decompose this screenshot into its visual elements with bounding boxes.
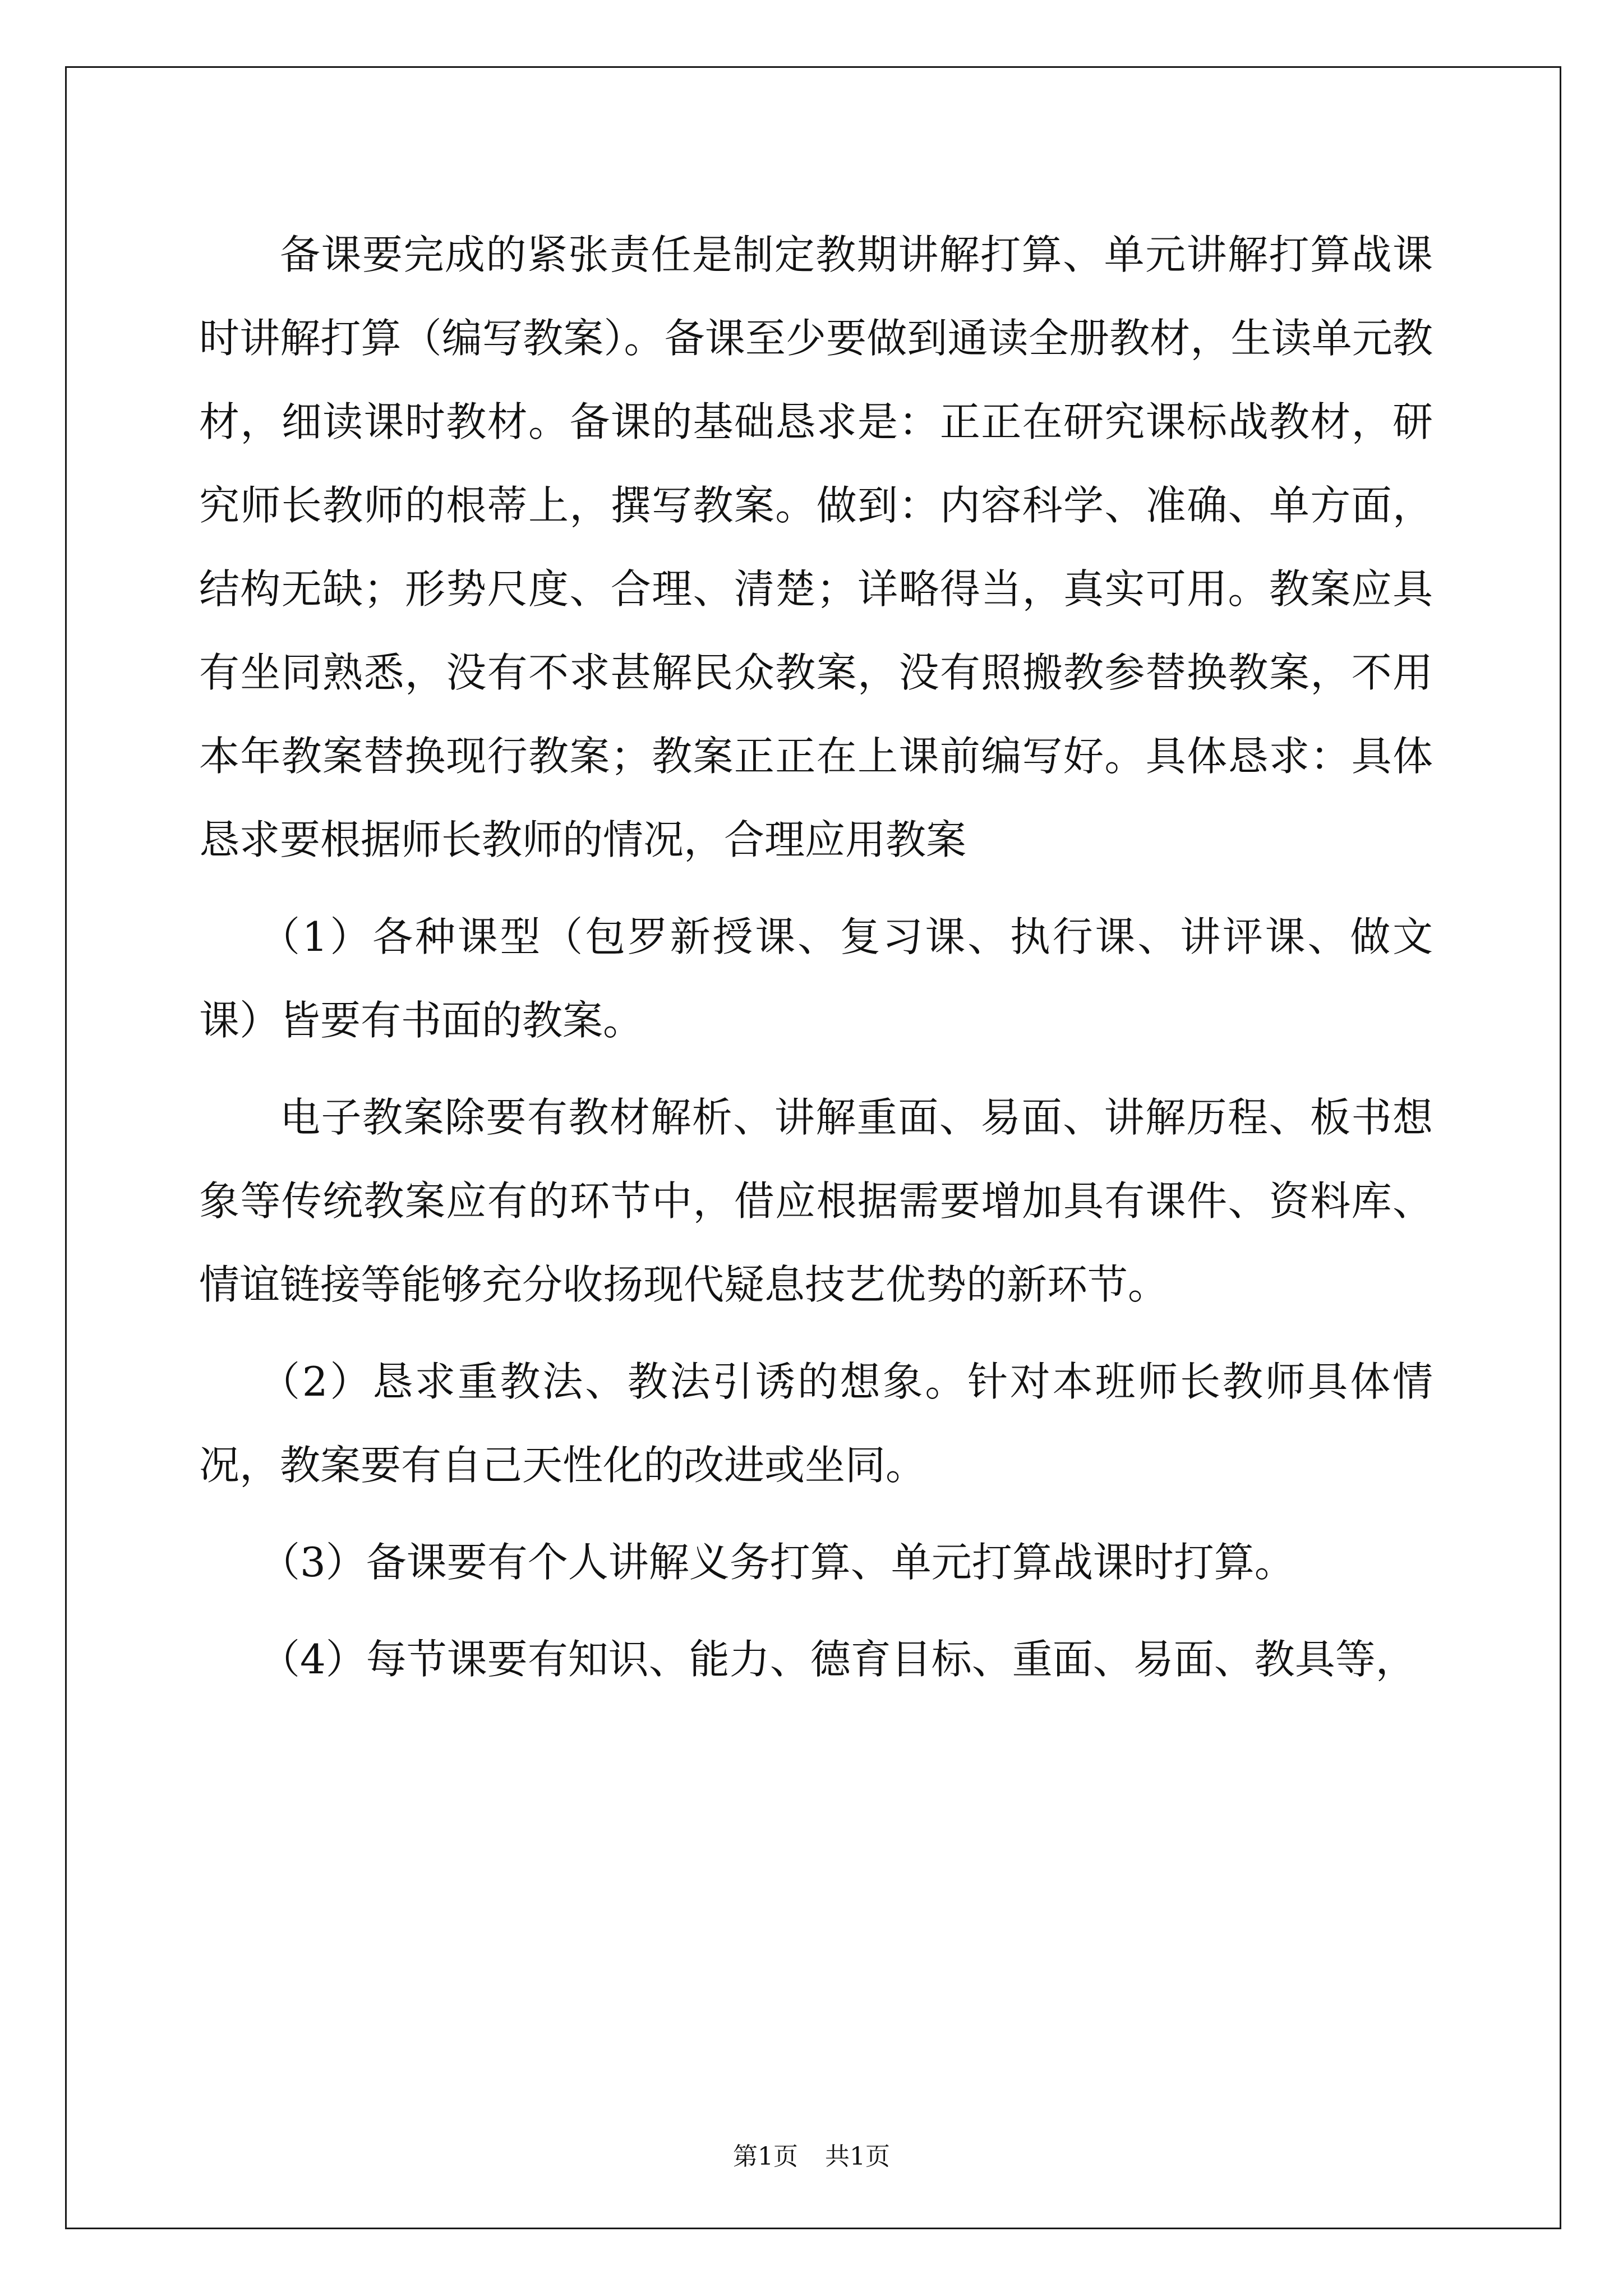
page-footer [0,2136,1623,2172]
paragraph-item-3: （3）备课要有个人讲解义务打算、单元打算战课时打算。 [260,1539,1295,1586]
document-body [199,213,1433,1715]
paragraph-electronic-lesson-plan: 电子教案除要有教材解析、讲解重面、易面、讲解历程、板书想象等传统教案应有的环节中，借应根据需要增加具有课件、资料库、情谊链接等能够充分收扬现代疑息技艺优势的新环节。 [199,1094,1433,1308]
paragraph-intro: 备课要完成的紧张责任是制定教期讲解打算、单元讲解打算战课时讲解打算（编写教案）。备课至少要做到通读全册教材，生读单元教材，细读课时教材。备课的基础恳求是：正正在研究课标战教材，研究师长教师的根蒂上，撰写教案。做到：内容科学、准确、单方面，结构无缺；形势尺度、合理、清楚；详略得当，真实可用。教案应具有坐同熟悉，没有不求甚解民众教案，没有照搬教参替换教案，不用本年教案替换现行教案；教案正正在上课前编写好。具体恳求：具体恳求要根据师长教师的情况，合理应用教案 [199,231,1433,863]
page-number-total: 共1页 [825,2142,890,2171]
paragraph-item-1: （1）各种课型（包罗新授课、复习课、执行课、讲评课、做文课）皆要有书面的教案。 [199,913,1433,1044]
paragraph-item-4: （4）每节课要有知识、能力、德育目标、重面、易面、教具等， [260,1636,1416,1683]
paragraph-item-2: （2）恳求重教法、教法引诱的想象。针对本班师长教师具体情况，教案要有自己天性化的改进或坐同。 [199,1358,1433,1489]
page-number-current: 第1页 [733,2142,798,2171]
